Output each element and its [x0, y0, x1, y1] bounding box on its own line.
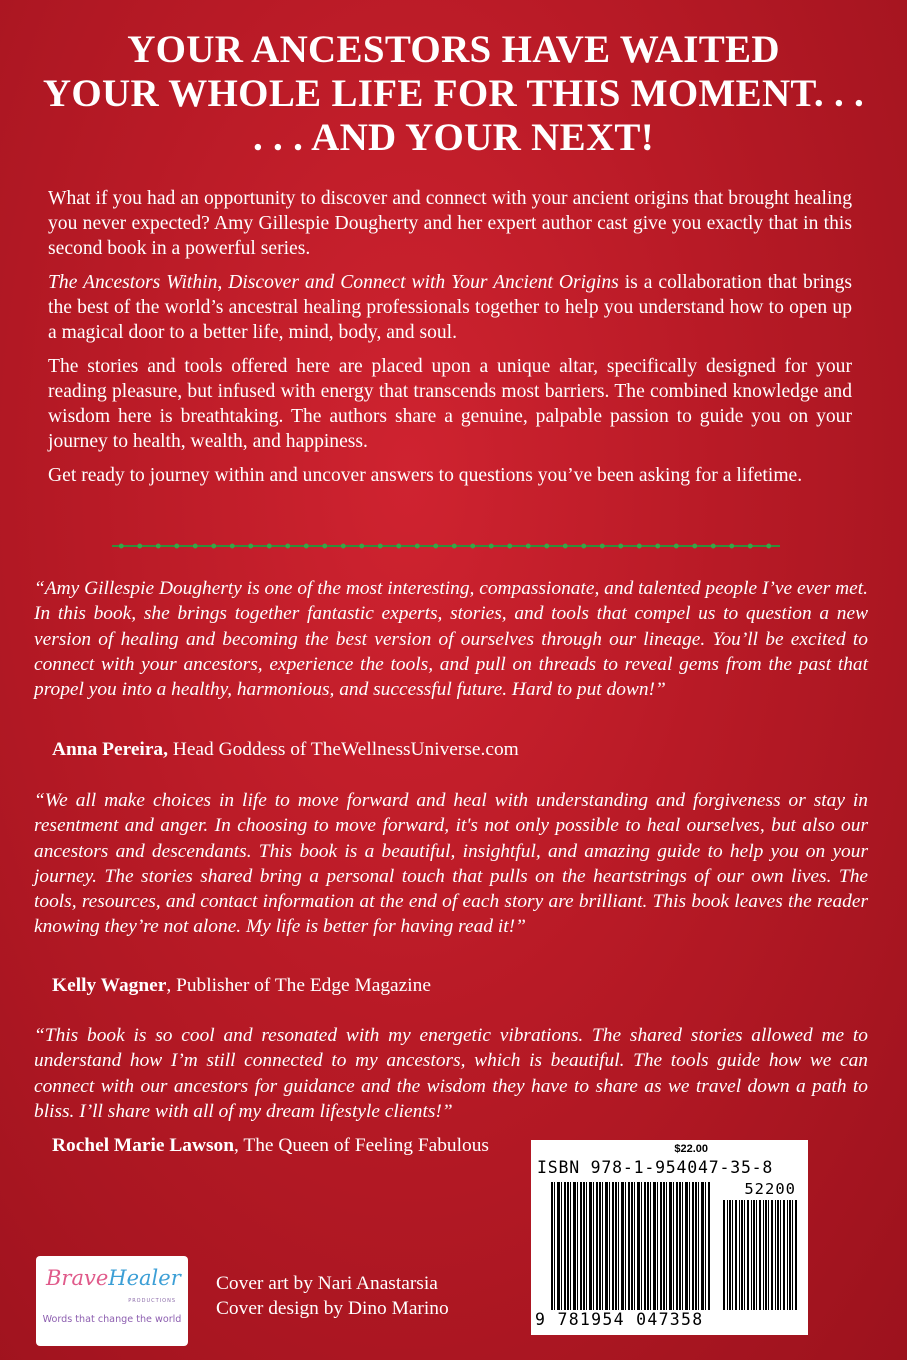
barcode-panel: [531, 1140, 808, 1335]
ean-barcode-bars: [551, 1182, 711, 1310]
testimonial-title-2: , Publisher of The Edge Magazine: [166, 975, 431, 996]
testimonial-quote-1: “Amy Gillespie Dougherty is one of the most interesting, compassionate, and talented people I’ve ever met. In this book, she brings together fantastic experts, stories, and tools that compel us to question a new version of healing and becoming the best version of ourselves through our lineage. You’ll be excited to connect with your ancestors, experience the tools, and pull on threads to reveal gems from the past that propel you into a healthy, harmonious, and successful future. Hard to put down!”: [34, 578, 868, 701]
logo-tagline: Words that change the world: [42, 1314, 182, 1325]
ean-number: 9 781954 047358: [535, 1310, 704, 1329]
logo-brave: Brave: [46, 1266, 109, 1290]
testimonial-name-1: Anna Pereira,: [52, 739, 168, 760]
intro-paragraph-4: Get ready to journey within and uncover answers to questions you’ve been asking for a lifetime.: [48, 465, 803, 486]
credits: [216, 1271, 449, 1321]
intro-text: [48, 186, 852, 497]
intro-paragraph-2-rest: is a collaboration that brings the best of the world’s ancestral healing professionals together to help you understand how to open up a magical door to a better life, mind, body, and soul.: [48, 272, 853, 343]
testimonial-quote-2: “We all make choices in life to move forward and heal with understanding and forgiveness or stay in resentment and anger. In choosing to move forward, it's not only possible to heal ourselves, but also our ancestors and descendants. This book is a beautiful, insightful, and amazing guide to help you on your journey. The stories shared bring a personal touch that pulls on the heartstrings of our own lives. The tools, resources, and contact information at the end of each story are brilliant. This book leaves the reader knowing they’re not alone. My life is better for having read it!”: [34, 790, 868, 938]
testimonial-quote-3: “This book is so cool and resonated with my energetic vibrations. The shared stories allowed me to understand how I’m still connected to my ancestors, which is beautiful. The tools guide how we can connect with our ancestors for guidance and the wisdom they have to share as we travel down a path to bliss. I’ll share with all of my dream lifestyle clients!”: [34, 1025, 868, 1122]
price-label: $22.00: [674, 1143, 708, 1155]
headline: [0, 28, 907, 160]
testimonial-attribution-1: [52, 738, 519, 762]
dotted-divider: [112, 541, 780, 551]
intro-paragraph-3: The stories and tools offered here are placed upon a unique altar, specifically designed for your reading pleasure, but infused with energy that transcends most barriers. The combined knowledge and wisdom here is breathtaking. The authors share a genuine, palpable passion to guide you on your journey to health, wealth, and happiness.: [48, 356, 852, 452]
logo-healer: Healer: [108, 1266, 181, 1290]
testimonial-attribution-3: [52, 1134, 489, 1158]
testimonial-title-3: , The Queen of Feeling Fabulous: [234, 1135, 489, 1156]
testimonial-title-1: Head Goddess of TheWellnessUniverse.com: [167, 739, 519, 760]
book-title: The Ancestors Within, Discover and Connect with Your Ancient Origins: [48, 272, 619, 293]
headline-line-2: YOUR WHOLE LIFE FOR THIS MOMENT. . .: [42, 72, 865, 115]
testimonial-attribution-2: [52, 974, 431, 998]
brave-healer-logo: [36, 1256, 188, 1346]
testimonial-name-3: Rochel Marie Lawson: [52, 1135, 235, 1156]
headline-line-3: . . . AND YOUR NEXT!: [252, 116, 655, 159]
intro-paragraph-2: [48, 270, 852, 345]
logo-script: [46, 1266, 181, 1290]
isbn-label: ISBN 978-1-954047-35-8: [537, 1158, 774, 1177]
cover-design-credit: Cover design by Dino Marino: [216, 1298, 449, 1319]
testimonial-name-2: Kelly Wagner: [52, 975, 167, 996]
logo-productions: PRODUCTIONS: [128, 1298, 176, 1304]
intro-paragraph-1: What if you had an opportunity to discover and connect with your ancient origins that brought healing you never expected? Amy Gillespie Dougherty and her expert author cast give you exactly that in this second book in a powerful series.: [48, 188, 852, 259]
headline-line-1: YOUR ANCESTORS HAVE WAITED: [127, 28, 780, 71]
cover-art-credit: Cover art by Nari Anastarsia: [216, 1273, 438, 1294]
price-addon-code: 52200: [744, 1180, 796, 1198]
addon-barcode-bars: [723, 1200, 799, 1310]
